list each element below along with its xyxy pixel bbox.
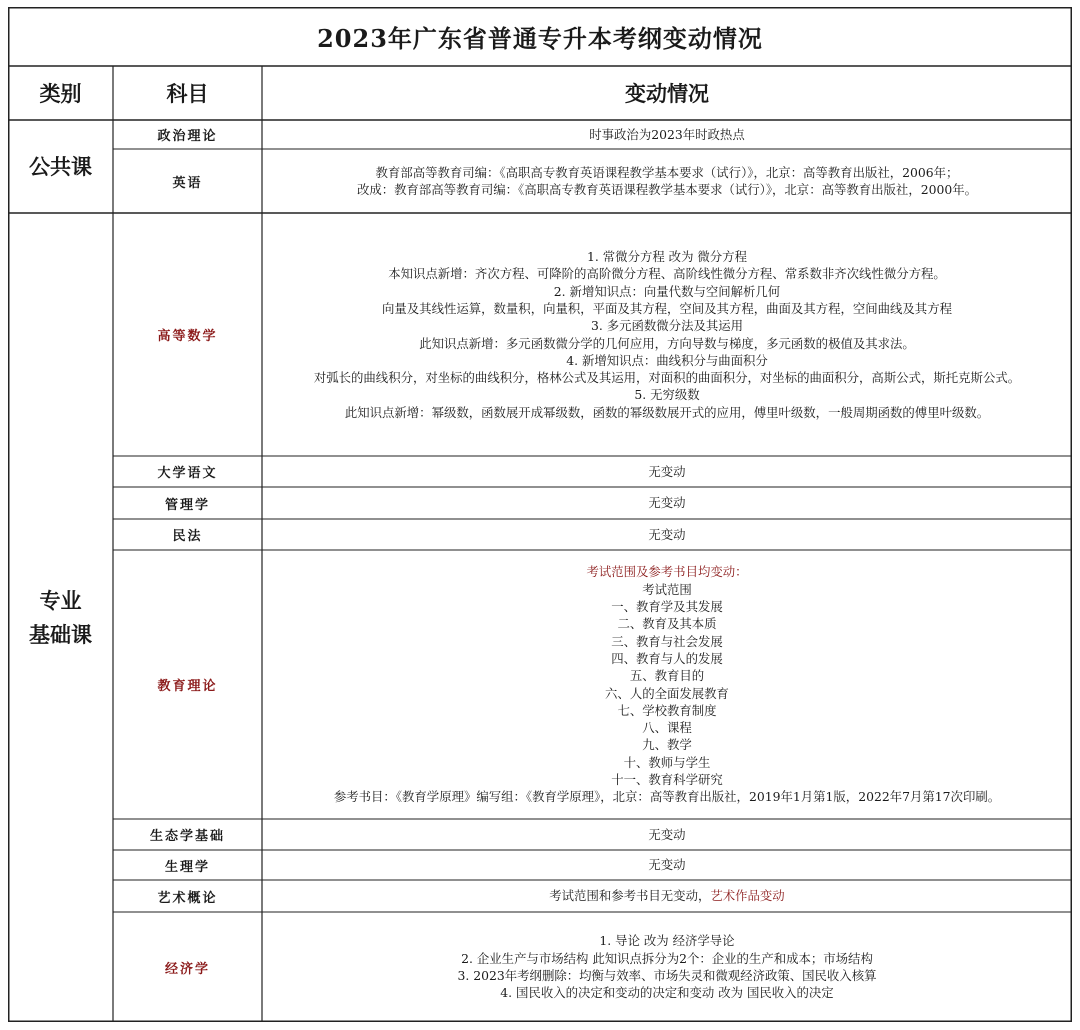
- math-line: 2. 新增知识点：向量代数与空间解析几何: [553, 283, 781, 299]
- education-line: 七、学校教育制度: [617, 702, 717, 718]
- subject-english: 英语: [172, 175, 203, 191]
- economics-line: 1. 导论 改为 经济学导论: [599, 933, 735, 949]
- education-line: 六、人的全面发展教育: [605, 685, 729, 701]
- education-line: 一、教育学及其发展: [611, 599, 723, 615]
- syllabus-table: [8, 7, 1072, 1022]
- change-chinese: 无变动: [648, 463, 686, 479]
- header-category: 类别: [39, 81, 82, 106]
- economics-line: 4. 国民收入的决定和变动的决定和变动 改为 国民收入的决定: [500, 985, 834, 1001]
- math-line: 此知识点新增：多元函数微分学的几何应用，方向导数与梯度，多元函数的极值及其求法。: [419, 335, 915, 351]
- education-line: 九、教学: [642, 737, 692, 753]
- math-line: 5. 无穷级数: [634, 387, 700, 403]
- category-professional-line2: 基础课: [29, 621, 92, 647]
- change-english: [262, 149, 1072, 213]
- header-subject: 科目: [166, 81, 209, 106]
- economics-line: 3. 2023年考纲删除：均衡与效率、市场失灵和微观经济政策、国民收入核算: [457, 968, 877, 983]
- subject-politics: 政治理论: [157, 129, 218, 144]
- education-line: 考试范围: [642, 581, 692, 597]
- english-line: 教育部高等教育司编：《高职高专教育英语课程教学基本要求（试行）》，北京：高等教育出版社，2006年；: [375, 164, 959, 180]
- change-management: 无变动: [648, 495, 686, 511]
- education-lead: 考试范围及参考书目均变动：: [586, 564, 748, 580]
- subject-math: 高等数学: [157, 329, 218, 344]
- category-professional-line1: 专业: [39, 587, 82, 613]
- subject-art: 艺术概论: [157, 890, 218, 906]
- math-line: 4. 新增知识点：曲线积分与曲面积分: [566, 352, 768, 368]
- education-line: 二、教育及其本质: [617, 616, 717, 632]
- subject-civil-law: 民法: [172, 529, 203, 544]
- change-physiology: 无变动: [648, 857, 686, 873]
- change-education: [262, 550, 1072, 819]
- math-line: 本知识点新增：齐次方程、可降阶的高阶微分方程、高阶线性微分方程、常系数非齐次线性微分方程。: [388, 266, 946, 282]
- math-line: 此知识点新增：幂级数，函数展开成幂级数，函数的幂级数展开式的应用，傅里叶级数，一般周期函数的傅里叶级数。: [344, 404, 990, 420]
- math-line: 1. 常微分方程 改为 微分方程: [587, 249, 747, 265]
- art-change-red: 艺术作品变动: [710, 888, 785, 904]
- subject-management: 管理学: [164, 497, 210, 513]
- change-politics: 时事政治为2023年时政热点: [589, 126, 745, 142]
- change-civil-law: 无变动: [648, 526, 686, 542]
- education-line: 八、课程: [642, 720, 692, 736]
- change-ecology: 无变动: [648, 826, 686, 842]
- subject-economics: 经济学: [164, 961, 210, 977]
- subject-physiology: 生理学: [164, 859, 210, 875]
- category-public-label: 公共课: [29, 153, 92, 179]
- math-line: 3. 多元函数微分法及其运用: [590, 318, 744, 334]
- education-reference: 参考书目：《教育学原理》编写组：《教育学原理》，北京：高等教育出版社，2019年1月第1版，2022年7月第17次印刷。: [333, 789, 1001, 805]
- category-professional: [8, 213, 113, 1022]
- change-economics: [262, 912, 1072, 1022]
- education-line: 十、教师与学生: [623, 754, 711, 770]
- change-art: [262, 880, 1072, 912]
- subject-chinese: 大学语文: [157, 466, 218, 481]
- economics-line: 2. 企业生产与市场结构 此知识点拆分为2个：企业的生产和成本；市场结构: [461, 950, 873, 966]
- subject-ecology: 生态学基础: [149, 829, 225, 844]
- education-line: 十一、教育科学研究: [611, 771, 723, 787]
- subject-education: 教育理论: [157, 679, 218, 694]
- math-line: 对弧长的曲线积分，对坐标的曲线积分，格林公式及其运用，对面积的曲面积分，对坐标的曲面积分，高斯公式，斯托克斯公式。: [313, 370, 1021, 386]
- change-math: [262, 213, 1072, 456]
- table-title: 2023年广东省普通专升本考纲变动情况: [317, 24, 763, 53]
- education-line: 四、教育与人的发展: [611, 650, 723, 666]
- math-line: 向量及其线性运算，数量积，向量积，平面及其方程，空间及其方程，曲面及其方程，空间曲线及其方程: [382, 300, 952, 316]
- category-public: [8, 120, 113, 213]
- education-line: 三、教育与社会发展: [611, 633, 723, 649]
- english-line: 改成：教育部高等教育司编：《高职高专教育英语课程教学基本要求（试行）》，北京：高等教育出版社，2000年。: [356, 182, 978, 197]
- art-change-plain: 考试范围和参考书目无变动，: [549, 888, 711, 904]
- header-change: 变动情况: [625, 81, 709, 106]
- education-line: 五、教育目的: [629, 668, 705, 684]
